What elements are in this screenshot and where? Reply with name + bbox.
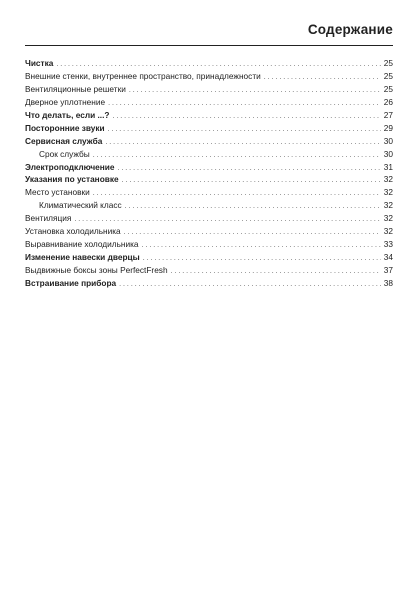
table-of-contents	[25, 57, 393, 290]
toc-leader-dots	[56, 59, 381, 70]
toc-entry[interactable]	[25, 57, 393, 70]
toc-entry-label: Чистка	[25, 58, 54, 68]
toc-entry-label: Встраивание прибора	[25, 277, 117, 288]
toc-leader-dots	[93, 150, 381, 161]
toc-entry-label: Указания по установке	[25, 174, 119, 185]
toc-entry[interactable]	[25, 135, 393, 148]
toc-entry[interactable]	[25, 199, 393, 212]
toc-entry[interactable]	[25, 186, 393, 199]
toc-entry-label: Изменение навески дверцы	[25, 252, 140, 263]
toc-entry-page-number: 32	[383, 200, 393, 211]
toc-entry-label: Выравнивание холодильника	[25, 239, 139, 250]
toc-leader-dots	[124, 227, 381, 238]
toc-leader-dots	[93, 188, 381, 199]
toc-leader-dots	[171, 266, 381, 277]
toc-entry[interactable]	[25, 70, 393, 83]
toc-entry-page-number: 29	[383, 122, 393, 133]
toc-entry[interactable]	[25, 225, 393, 238]
toc-leader-dots	[122, 175, 381, 186]
toc-leader-dots	[143, 253, 381, 264]
toc-entry[interactable]	[25, 148, 393, 161]
toc-entry-page-number: 34	[383, 252, 393, 263]
toc-entry-page-number: 38	[383, 277, 393, 288]
toc-entry-page-number: 25	[383, 70, 393, 81]
toc-entry[interactable]	[25, 212, 393, 225]
toc-entry[interactable]	[25, 238, 393, 251]
header-divider	[25, 45, 393, 46]
toc-entry-page-number: 30	[383, 135, 393, 146]
toc-leader-dots	[74, 214, 381, 225]
toc-entry-label: Сервисная служба	[25, 135, 103, 146]
toc-entry-page-number: 25	[383, 83, 393, 94]
toc-leader-dots	[119, 279, 381, 290]
toc-entry-label: Место установки	[25, 187, 90, 198]
toc-entry[interactable]	[25, 173, 393, 186]
toc-leader-dots	[108, 98, 381, 109]
toc-entry[interactable]	[25, 264, 393, 277]
toc-entry[interactable]	[25, 251, 393, 264]
toc-leader-dots	[118, 163, 381, 174]
toc-entry-label: Срок службы	[39, 148, 90, 159]
toc-entry-label: Климатический класс	[39, 200, 122, 211]
toc-entry-label: Дверное уплотнение	[25, 96, 106, 107]
toc-entry-page-number: 33	[383, 239, 393, 250]
toc-leader-dots	[129, 85, 381, 96]
toc-leader-dots	[125, 201, 381, 212]
toc-entry-page-number: 30	[383, 148, 393, 159]
toc-entry-label: Внешние стенки, внутреннее пространство, принадлежности	[25, 70, 261, 81]
toc-entry-page-number: 37	[383, 265, 393, 275]
toc-entry[interactable]	[25, 277, 393, 290]
toc-entry-label: Установка холодильника	[25, 226, 121, 237]
toc-leader-dots	[142, 240, 381, 251]
toc-entry[interactable]	[25, 109, 393, 122]
toc-leader-dots	[112, 111, 381, 122]
toc-entry[interactable]	[25, 122, 393, 135]
toc-entry-page-number: 27	[383, 109, 393, 120]
toc-leader-dots	[264, 72, 381, 83]
toc-entry[interactable]	[25, 83, 393, 96]
toc-entry-page-number: 32	[383, 187, 393, 198]
toc-entry-label: Вентиляционные решетки	[25, 83, 126, 94]
toc-entry-label: Посторонние звуки	[25, 122, 105, 133]
toc-entry[interactable]	[25, 96, 393, 109]
toc-entry-page-number: 31	[383, 161, 393, 172]
toc-entry-label: Вентиляция	[25, 213, 72, 224]
page-title: Содержание	[307, 22, 393, 37]
toc-leader-dots	[105, 137, 381, 148]
toc-entry-page-number: 32	[383, 213, 393, 224]
toc-entry-page-number: 26	[383, 96, 393, 107]
toc-entry-page-number: 32	[383, 174, 393, 185]
toc-entry-label: Электроподключение	[25, 161, 115, 172]
toc-leader-dots	[108, 124, 381, 135]
toc-entry[interactable]	[25, 161, 393, 174]
toc-entry-label: Выдвижные боксы зоны PerfectFresh	[25, 265, 168, 275]
toc-entry-label: Что делать, если ...?	[25, 109, 110, 120]
toc-entry-page-number: 32	[383, 226, 393, 237]
toc-entry-page-number: 25	[383, 58, 393, 68]
